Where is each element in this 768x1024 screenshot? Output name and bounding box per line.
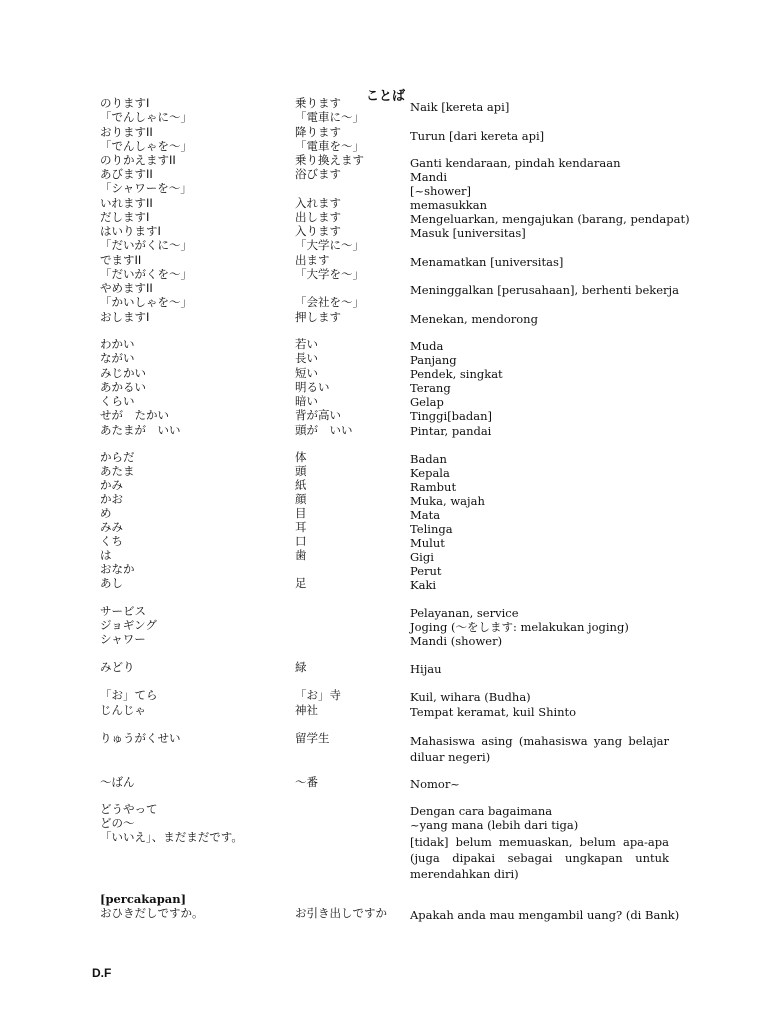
vocab-kanji: 頭 bbox=[295, 464, 307, 478]
vocab-reading: みじかい bbox=[100, 366, 146, 380]
vocab-meaning: Meninggalkan [perusahaan], berhenti bekerja bbox=[410, 283, 679, 297]
vocab-kanji: 乗ります bbox=[295, 96, 341, 110]
vocab-meaning: Joging (～をします: melakukan joging) bbox=[410, 620, 629, 634]
vocab-reading: ～ばん bbox=[100, 775, 135, 789]
vocab-reading: おしますI bbox=[100, 310, 150, 324]
vocab-meaning: Turun [dari kereta api] bbox=[410, 129, 545, 143]
vocab-kanji: 歯 bbox=[295, 548, 307, 562]
vocab-kanji: 目 bbox=[295, 506, 307, 520]
vocab-meaning: Gelap bbox=[410, 395, 444, 409]
vocab-reading: みどり bbox=[100, 660, 135, 674]
vocab-meaning: Muda bbox=[410, 339, 444, 353]
vocab-meaning: Pintar, pandai bbox=[410, 424, 492, 438]
vocab-kanji: 押します bbox=[295, 310, 341, 324]
vocab-reading: 「だいがくを～」 bbox=[100, 267, 192, 281]
vocab-meaning-multiline: Mahasiswa asing (mahasiswa yang belajar diluar negeri) bbox=[410, 734, 669, 764]
vocab-reading: くち bbox=[100, 534, 123, 548]
vocab-kanji: 顔 bbox=[295, 492, 307, 506]
vocab-reading: だしますI bbox=[100, 210, 150, 224]
vocab-kanji: 留学生 bbox=[295, 731, 330, 745]
vocab-kanji: 紙 bbox=[295, 478, 307, 492]
vocab-kanji: 乗り換えます bbox=[295, 153, 364, 167]
vocab-kanji: 耳 bbox=[295, 520, 307, 534]
vocab-reading: 「だいがくに～」 bbox=[100, 238, 192, 252]
vocab-reading: でますII bbox=[100, 253, 142, 267]
vocab-meaning: Mandi bbox=[410, 170, 448, 184]
vocab-kanji: 「電車に～」 bbox=[295, 110, 364, 124]
vocab-meaning: Telinga bbox=[410, 522, 453, 536]
vocab-meaning: Hijau bbox=[410, 662, 442, 676]
vocab-reading: あたま bbox=[100, 464, 135, 478]
vocab-meaning: Muka, wajah bbox=[410, 494, 485, 508]
vocab-meaning: Kuil, wihara (Budha) bbox=[410, 690, 531, 704]
vocab-kanji: 明るい bbox=[295, 380, 330, 394]
vocab-kanji: 若い bbox=[295, 337, 318, 351]
vocab-meaning: Naik [kereta api] bbox=[410, 100, 510, 114]
vocab-meaning: Badan bbox=[410, 452, 447, 466]
vocab-kanji: 背が高い bbox=[295, 408, 341, 422]
vocab-kanji: ～番 bbox=[295, 775, 318, 789]
vocab-reading: じんじゃ bbox=[100, 703, 146, 717]
vocab-kanji: 浴びます bbox=[295, 167, 341, 181]
vocab-meaning: Mandi (shower) bbox=[410, 634, 503, 648]
vocab-meaning: Mengeluarkan, mengajukan (barang, pendapat) bbox=[410, 212, 690, 226]
section-label: [percakapan] bbox=[100, 892, 187, 906]
footer-initials: D.F bbox=[92, 966, 112, 980]
vocab-meaning-multiline: [tidak] belum memuaskan, belum apa-apa (juga dipakai sebagai ungkapan untuk merendahkan diri) bbox=[410, 835, 669, 881]
vocab-meaning: Pendek, singkat bbox=[410, 367, 503, 381]
vocab-meaning: [~shower] bbox=[410, 184, 471, 198]
vocab-reading: わかい bbox=[100, 337, 135, 351]
vocab-meaning: Mulut bbox=[410, 536, 445, 550]
vocab-meaning: Tempat keramat, kuil Shinto bbox=[410, 705, 577, 719]
vocab-meaning: ~yang mana (lebih dari tiga) bbox=[410, 818, 579, 832]
vocab-reading: せが たかい bbox=[100, 408, 169, 422]
vocab-meaning: Gigi bbox=[410, 550, 434, 564]
vocab-meaning: Masuk [universitas] bbox=[410, 226, 526, 240]
vocab-meaning: Kepala bbox=[410, 466, 450, 480]
vocab-reading: あびますII bbox=[100, 167, 153, 181]
vocab-reading: やめますII bbox=[100, 281, 153, 295]
vocab-reading: 「いいえ」、まだまだです。 bbox=[100, 830, 243, 844]
vocab-meaning: Terang bbox=[410, 381, 451, 395]
vocab-kanji: 「大学を～」 bbox=[295, 267, 364, 281]
vocab-kanji: 出ます bbox=[295, 253, 330, 267]
vocab-kanji: 長い bbox=[295, 351, 318, 365]
vocab-kanji: 「お」寺 bbox=[295, 688, 341, 702]
vocab-reading: のりますI bbox=[100, 96, 150, 110]
vocab-kanji: 体 bbox=[295, 450, 307, 464]
vocab-reading: おなか bbox=[100, 562, 135, 576]
vocab-meaning: Mata bbox=[410, 508, 441, 522]
vocab-reading: ながい bbox=[100, 351, 135, 365]
vocab-kanji: 口 bbox=[295, 534, 307, 548]
vocab-meaning: Ganti kendaraan, pindah kendaraan bbox=[410, 156, 621, 170]
vocab-kanji: 入ります bbox=[295, 224, 341, 238]
conversation-meaning: Apakah anda mau mengambil uang? (di Bank) bbox=[410, 908, 680, 922]
vocab-reading: 「かいしゃを～」 bbox=[100, 295, 192, 309]
vocab-reading: め bbox=[100, 506, 112, 520]
vocab-reading: サービス bbox=[100, 604, 146, 618]
vocab-meaning: Menamatkan [universitas] bbox=[410, 255, 564, 269]
vocab-meaning: Perut bbox=[410, 564, 442, 578]
vocab-kanji: 頭が いい bbox=[295, 423, 353, 437]
vocab-meaning: Panjang bbox=[410, 353, 457, 367]
vocab-kanji: 出します bbox=[295, 210, 341, 224]
vocab-meaning: Menekan, mendorong bbox=[410, 312, 538, 326]
vocab-kanji: 降ります bbox=[295, 125, 341, 139]
vocab-meaning: Tinggi[badan] bbox=[410, 409, 492, 423]
vocab-reading: からだ bbox=[100, 450, 135, 464]
vocab-reading: 「でんしゃに～」 bbox=[100, 110, 192, 124]
vocab-reading: おりますII bbox=[100, 125, 153, 139]
vocab-meaning: memasukkan bbox=[410, 198, 487, 212]
vocab-kanji: 足 bbox=[295, 576, 307, 590]
vocab-reading: は bbox=[100, 548, 112, 562]
vocab-reading: みみ bbox=[100, 520, 123, 534]
vocab-kanji: 神社 bbox=[295, 703, 318, 717]
vocab-reading: どうやって bbox=[100, 802, 158, 816]
vocab-reading: かみ bbox=[100, 478, 123, 492]
vocab-kanji: 「大学に～」 bbox=[295, 238, 364, 252]
vocab-kanji: 「電車を～」 bbox=[295, 139, 364, 153]
vocab-reading: いれますII bbox=[100, 196, 153, 210]
vocab-meaning: Kaki bbox=[410, 578, 437, 592]
vocab-kanji: 暗い bbox=[295, 394, 318, 408]
vocab-meaning: Rambut bbox=[410, 480, 457, 494]
vocab-reading: 「お」てら bbox=[100, 688, 158, 702]
vocab-meaning: Pelayanan, service bbox=[410, 606, 519, 620]
vocab-kanji: 短い bbox=[295, 366, 318, 380]
vocab-meaning: Dengan cara bagaimana bbox=[410, 804, 553, 818]
vocab-reading: くらい bbox=[100, 394, 135, 408]
vocab-kanji: 緑 bbox=[295, 660, 307, 674]
vocab-reading: あし bbox=[100, 576, 123, 590]
vocab-reading: 「シャワーを～」 bbox=[100, 181, 192, 195]
vocab-kanji: 「会社を～」 bbox=[295, 295, 364, 309]
conversation-kanji: お引き出しですか bbox=[295, 906, 387, 920]
vocab-reading: のりかえますII bbox=[100, 153, 176, 167]
vocab-reading: はいりますI bbox=[100, 224, 161, 238]
vocab-kanji: 入れます bbox=[295, 196, 341, 210]
vocab-reading: ジョギング bbox=[100, 618, 157, 632]
page-title: ことば bbox=[366, 89, 406, 104]
vocab-meaning: Nomor~ bbox=[410, 777, 460, 791]
vocab-reading: あかるい bbox=[100, 380, 146, 394]
vocab-reading: りゅうがくせい bbox=[100, 731, 181, 745]
vocab-reading: シャワー bbox=[100, 632, 146, 646]
vocab-reading: どの～ bbox=[100, 816, 135, 830]
vocab-reading: かお bbox=[100, 492, 123, 506]
vocab-reading: あたまが いい bbox=[100, 423, 181, 437]
vocab-reading: 「でんしゃを～」 bbox=[100, 139, 192, 153]
conversation-romaji: おひきだしですか。 bbox=[100, 906, 204, 920]
